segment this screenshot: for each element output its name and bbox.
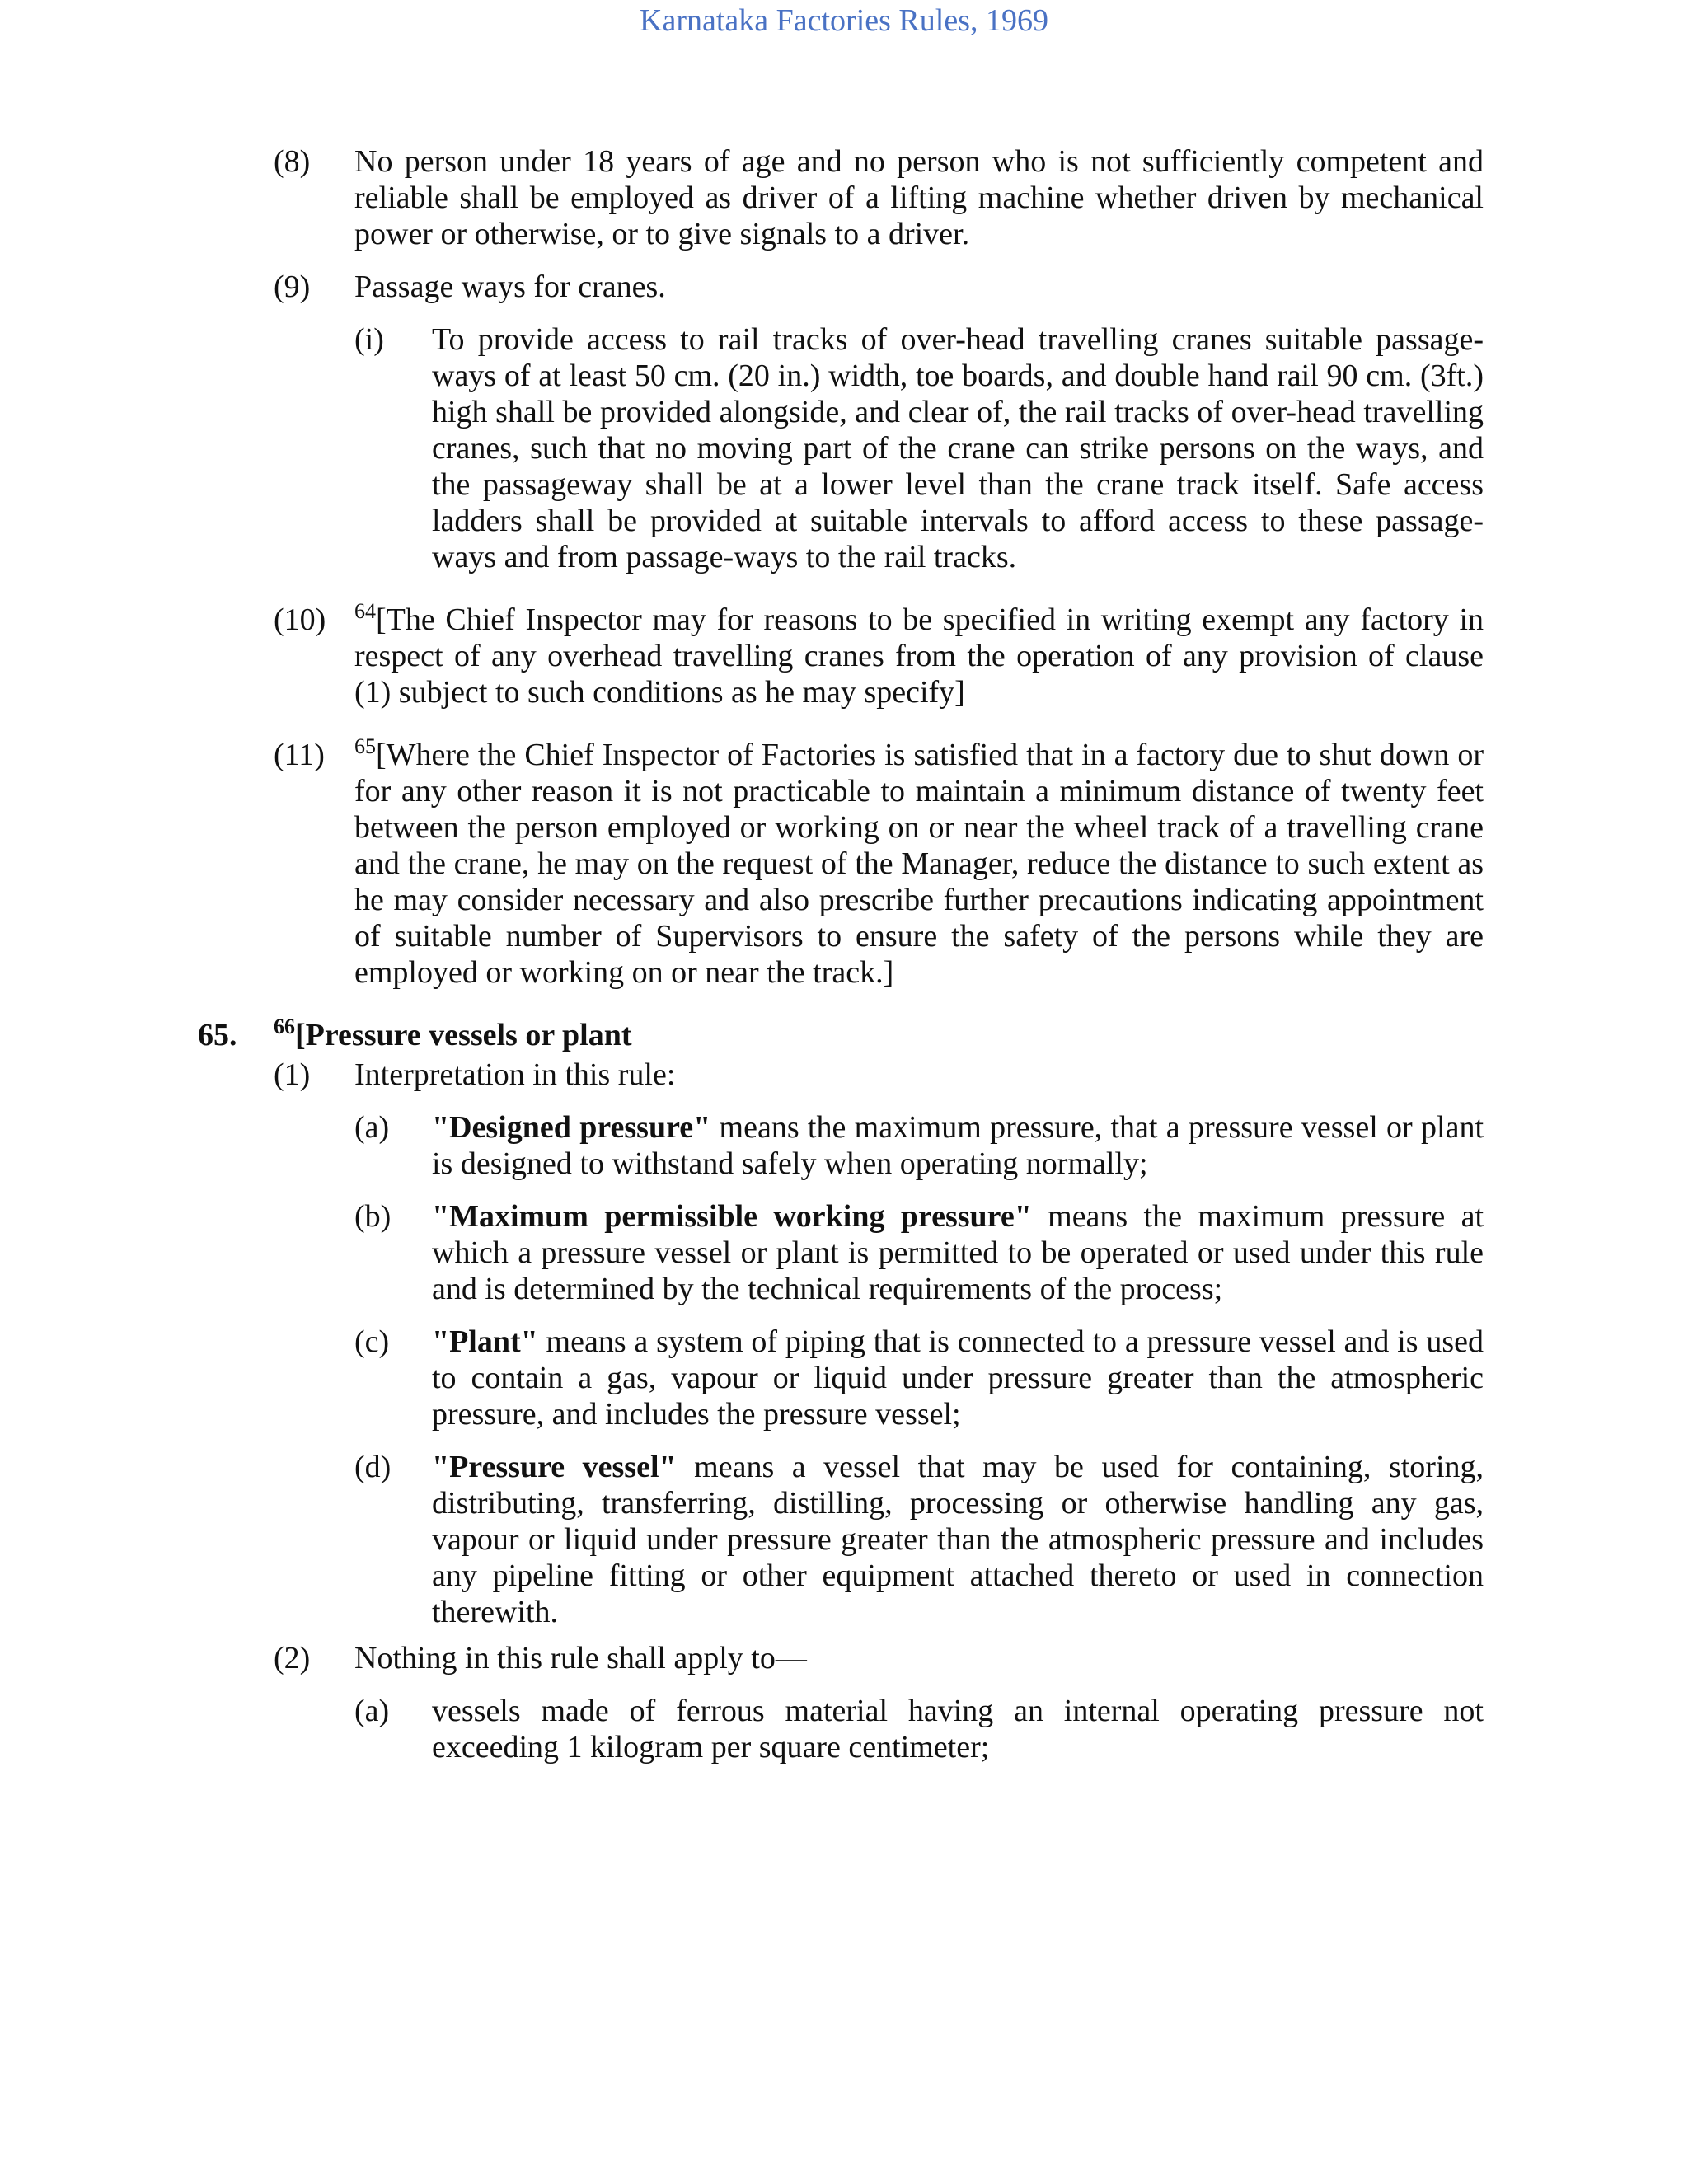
- definition-d: [0, 1449, 1688, 1630]
- subclause-number: (i): [354, 322, 384, 357]
- clause-text: Nothing in this rule shall apply to—: [354, 1641, 807, 1675]
- clause-number: (8): [274, 144, 311, 179]
- clause-text: Interpretation in this rule:: [354, 1057, 676, 1092]
- subclause-text: To provide access to rail tracks of over-head travelling cranes suitable passage-ways of at least 50 cm. (20 in.) width, toe boards, and double hand rail 90 cm. (3ft.) high shall be provided alongside, and clear of, the rail tracks of over-head travelling cranes, such that no moving part of the crane can strike persons on the ways, and the passageway shall be at a lower level than the crane track itself. Safe access ladders shall be provided at suitable intervals to afford access to these passage-ways and from passage-ways to the rail tracks.: [432, 322, 1484, 574]
- definition-c: [0, 1324, 1688, 1432]
- clause-number: (9): [274, 269, 311, 304]
- clause-number: (2): [274, 1641, 311, 1675]
- subclause-number: (a): [354, 1694, 390, 1728]
- clause-text: Passage ways for cranes.: [354, 269, 666, 304]
- clause-2: [0, 1640, 1688, 1676]
- footnote-marker: 64: [354, 599, 376, 623]
- definition-number: (d): [354, 1450, 392, 1484]
- definition-number: (b): [354, 1199, 392, 1234]
- definition-text: "Designed pressure" means the maximum pressure, that a pressure vessel or plant is designed to withstand safely when operating normally;: [432, 1110, 1484, 1181]
- definition-number: (c): [354, 1324, 390, 1359]
- clause-number: (10): [274, 602, 326, 637]
- clause-text: No person under 18 years of age and no person who is not sufficiently competent and reliable shall be employed as driver of a lifting machine whether driven by mechanical power or otherwise, or to give signals to a driver.: [354, 144, 1484, 251]
- defined-term: "Maximum permissible working pressure": [432, 1199, 1032, 1234]
- defined-term: "Plant": [432, 1324, 538, 1359]
- subclause-text: vessels made of ferrous material having an internal operating pressure not exceeding 1 kilogram per square centimeter;: [432, 1694, 1484, 1765]
- clause-text: $^{64}$[The Chief Inspector may for reasons to be specified in writing exempt any factory in respect of any overhead travelling cranes from the operation of any provision of clause (1) subject to such conditions as he may specify]: [354, 599, 1484, 710]
- defined-term: "Pressure vessel": [432, 1450, 677, 1484]
- footnote-marker: 66: [274, 1015, 295, 1038]
- definition-text: "Maximum permissible working pressure" means the maximum pressure at which a pressure vessel or plant is permitted to be operated or used under this rule and is determined by the technical requirements of the process;: [432, 1199, 1484, 1306]
- clause-10: [0, 592, 1688, 710]
- definition-a: [0, 1109, 1688, 1182]
- clause-9-i: [0, 321, 1688, 575]
- defined-term: "Designed pressure": [432, 1110, 711, 1145]
- clause-number: (1): [274, 1057, 311, 1092]
- clause-9: [0, 269, 1688, 305]
- definition-b: [0, 1198, 1688, 1307]
- section-65-heading: [0, 1007, 1688, 1053]
- clause-1: [0, 1057, 1688, 1093]
- running-header: Karnataka Factories Rules, 1969: [640, 3, 1048, 38]
- clause-2-a: [0, 1693, 1688, 1765]
- clause-11: [0, 727, 1688, 991]
- page-body: [0, 143, 1688, 1782]
- section-title: $^{66}$[Pressure vessels or plant: [274, 1015, 632, 1052]
- section-number: 65.: [198, 1018, 237, 1052]
- clause-text: $^{65}$[Where the Chief Inspector of Factories is satisfied that in a factory due to shut down or for any other reason it is not practicable to maintain a minimum distance of twenty feet between the person employed or working on or near the wheel track of a travelling crane and the crane, he may on the request of the Manager, reduce the distance to such extent as he may consider necessary and also prescribe further precautions indicating appointment of suitable number of Supervisors to ensure the safety of the persons while they are employed or working on or near the track.]: [354, 734, 1484, 990]
- definition-number: (a): [354, 1110, 390, 1145]
- clause-number: (11): [274, 738, 325, 772]
- definition-text: "Pressure vessel" means a vessel that may be used for containing, storing, distributing, transferring, distilling, processing or otherwise handling any gas, vapour or liquid under pressure greater than the atmospheric pressure and includes any pipeline fitting or other equipment attached thereto or used in connection therewith.: [432, 1450, 1484, 1629]
- footnote-marker: 65: [354, 734, 376, 758]
- definition-text: "Plant" means a system of piping that is connected to a pressure vessel and is used to contain a gas, vapour or liquid under pressure greater than the atmospheric pressure, and includes the pressure vessel;: [432, 1324, 1484, 1432]
- clause-8: [0, 143, 1688, 252]
